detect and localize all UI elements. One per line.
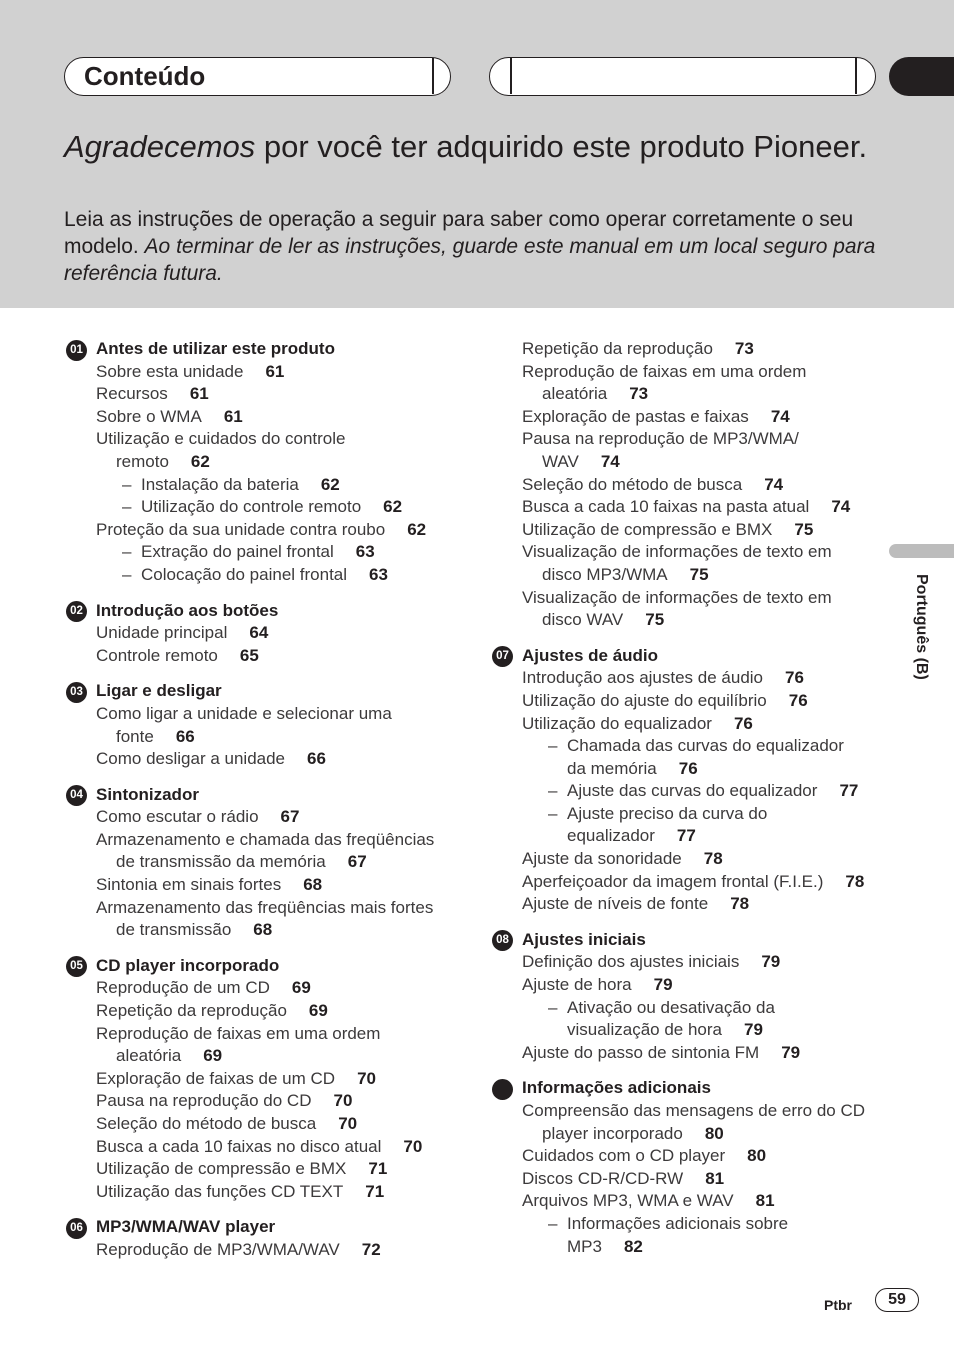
entry-text: Pausa na reprodução de MP3/WMA/ [522,429,799,449]
section-gap [490,1064,890,1077]
section-title: Ligar e desligar [96,681,222,701]
entry-text: Ajuste da sonoridade [522,849,682,869]
intro-italic: Ao terminar de ler as instruções, guarde este manual em um local seguro para referência futura. [64,235,876,285]
page-ref: 80 [704,1123,724,1143]
toc-entry [64,519,464,542]
entry-text-cont: fonte [116,726,154,746]
section-title: Ajustes de áudio [522,645,659,665]
toc-entry [64,1113,464,1136]
page-title: Conteúdo [84,61,206,91]
dash-marker: – [548,997,558,1017]
page-ref: 79 [653,975,673,995]
toc-subentry [490,780,890,803]
entry-text: Instalação da bateria [141,474,299,494]
toc-entry [490,713,890,736]
page-ref: 70 [357,1068,376,1088]
entry-text: Como escutar o rádio [96,807,259,827]
page-ref: 62 [383,497,403,517]
toc-entry [490,871,890,894]
page-ref: 61 [265,361,285,381]
page-ref: 74 [600,451,620,471]
page-ref: 62 [407,519,427,539]
dash-marker: – [548,781,558,801]
page-ref: 66 [175,726,195,746]
entry-text: Ativação ou desativação da [567,997,775,1017]
entry-text: Compreensão das mensagens de erro do CD [522,1101,866,1120]
toc-subentry [490,997,890,1020]
toc-entry [490,541,890,564]
toc-entry [64,1000,464,1023]
entry-text: Discos CD-R/CD-RW [522,1168,684,1188]
page-ref: 76 [678,758,698,778]
section-title: Antes de utilizar este produto [96,339,335,358]
section-gap [490,632,890,645]
entry-text: Extração do painel frontal [141,542,334,562]
page-ref: 75 [794,519,814,539]
page-ref: 69 [291,978,311,998]
toc-entry [64,428,464,451]
page-ref: 68 [303,875,323,895]
page-ref: 76 [788,690,808,710]
entry-text: Ajuste das curvas do equalizador [567,781,818,801]
page-ref: 75 [689,564,709,584]
toc-entry [64,406,464,429]
page-ref: 70 [338,1114,358,1133]
toc-entry [490,1168,890,1191]
section-heading [64,955,464,978]
toc-entry [64,361,464,384]
dash-marker: – [548,803,558,823]
entry-text-cont: de transmissão [116,920,232,940]
toc-entry-continuation [490,825,890,848]
entry-text: Utilização de compressão e BMX [96,1159,347,1179]
dash-marker: – [122,474,132,494]
toc-entry [490,951,890,974]
toc-entry-continuation [64,851,464,874]
blank-frame-tick [855,58,857,94]
toc-entry [64,645,464,668]
entry-text: Utilização de compressão e BMX [522,519,773,539]
entry-text-cont: de transmissão da memória [116,852,326,872]
entry-text: Reprodução de MP3/WMA/WAV [96,1239,340,1259]
entry-text: Utilização do ajuste do equilíbrio [522,690,767,710]
toc-entry-continuation [490,1236,890,1259]
entry-text: Armazenamento das freqüências mais fortes [96,897,434,917]
page-ref: 70 [403,1136,423,1156]
entry-text: Arquivos MP3, WMA e WAV [522,1191,734,1211]
page-ref: 67 [280,807,300,827]
entry-text: Seleção do método de busca [522,474,743,494]
toc-entry [490,1042,890,1065]
page-ref: 78 [845,871,865,891]
entry-text-cont: remoto [116,451,169,471]
dash-marker: – [548,1213,558,1233]
entry-text-cont: MP3 [567,1236,602,1256]
section-gap [64,1203,464,1216]
toc-entry-continuation [64,451,464,474]
entry-text: Utilização do controle remoto [141,497,362,517]
page-ref: 63 [355,542,375,562]
toc-entry [490,974,890,997]
toc-entry [64,1090,464,1113]
toc-entry [64,1181,464,1204]
section-number-badge [492,1079,513,1100]
section-heading [64,1216,464,1239]
headline-rest: por você ter adquirido este produto Pioneer. [255,129,868,164]
page-ref: 75 [645,610,665,630]
toc-entry [64,703,464,726]
page-ref: 76 [733,713,753,733]
section-heading [490,645,890,668]
page-ref: 76 [785,668,804,688]
section-gap [490,916,890,929]
dash-marker: – [122,497,132,517]
toc-entry [64,1239,464,1262]
entry-text: Reprodução de faixas em uma ordem [522,361,807,381]
entry-text: Pausa na reprodução do CD [96,1091,312,1111]
section-gap [64,667,464,680]
page-ref: 78 [703,849,723,869]
toc-entry [64,829,464,852]
toc-entry [490,1145,890,1168]
page-ref: 73 [629,384,649,404]
entry-text: Ajuste do passo de sintonia FM [522,1042,760,1062]
entry-text: Ajuste de hora [522,975,632,995]
section-heading [64,338,464,361]
page-ref: 77 [676,826,696,846]
toc-subentry [64,474,464,497]
entry-text: Sobre o WMA [96,406,202,426]
section-number-badge: 05 [66,956,87,977]
toc-subentry [490,1213,890,1236]
toc-entry [490,428,890,451]
toc-entry [490,1100,890,1123]
section-title: Introdução aos botões [96,600,279,620]
entry-text: Como ligar a unidade e selecionar uma [96,703,392,723]
toc-entry [490,361,890,384]
page-ref: 69 [308,1001,328,1021]
page-ref: 74 [764,474,784,494]
page-ref: 65 [239,645,259,665]
entry-text: Busca a cada 10 faixas na pasta atual [522,497,810,517]
toc-entry-continuation [490,383,890,406]
entry-text: Definição dos ajustes iniciais [522,952,740,972]
page-ref: 67 [347,852,367,872]
entry-text-cont: disco MP3/WMA [542,564,668,584]
page-ref: 78 [730,894,750,914]
entry-text-cont: equalizador [567,826,655,846]
entry-text: Repetição da reprodução [522,339,713,358]
section-title: Informações adicionais [522,1078,711,1098]
entry-text-cont: WAV [542,451,579,471]
section-title: CD player incorporado [96,955,280,975]
toc-entry [490,690,890,713]
black-tab [889,57,954,96]
section-number-badge: 03 [66,682,87,703]
entry-text: Colocação do painel frontal [141,564,348,584]
page-ref: 79 [781,1042,801,1062]
entry-text-cont: disco WAV [542,610,624,630]
toc-entry [490,406,890,429]
entry-text: Como desligar a unidade [96,749,286,769]
toc-entry [64,383,464,406]
section-number-badge: 02 [66,601,87,622]
section-heading [64,680,464,703]
page-ref: 66 [307,749,326,769]
toc-subentry [64,496,464,519]
section-title: MP3/WMA/WAV player [96,1217,276,1237]
entry-text: Repetição da reprodução [96,1001,287,1021]
toc-entry-continuation [490,758,890,781]
section-number-badge: 04 [66,785,87,806]
entry-text: Sobre esta unidade [96,361,244,381]
entry-text: Seleção do método de busca [96,1114,317,1133]
entry-text-cont: aleatória [116,1046,182,1066]
toc-entry [490,587,890,610]
page-ref: 62 [320,474,340,494]
toc-entry-continuation [490,1019,890,1042]
page-ref: 82 [623,1236,643,1256]
toc-entry [64,1158,464,1181]
page-ref: 79 [761,952,781,972]
toc-entry [64,977,464,1000]
entry-text: Proteção da sua unidade contra roubo [96,519,386,539]
toc-entry [490,519,890,542]
entry-text-cont: player incorporado [542,1123,683,1143]
section-number-badge: 01 [66,340,87,361]
toc-entry [490,1190,890,1213]
page-ref: 79 [743,1020,763,1040]
toc-entry [64,1068,464,1091]
page-ref: 73 [734,339,754,358]
entry-text: Exploração de faixas de um CD [96,1068,336,1088]
page-ref: 71 [368,1159,388,1179]
page-ref: 70 [333,1091,353,1111]
toc-entry-continuation [490,564,890,587]
page-ref: 69 [203,1046,223,1066]
toc-subentry [64,541,464,564]
page-number: 59 [875,1288,919,1312]
page-ref: 72 [361,1239,381,1259]
title-frame-tick [432,58,434,94]
page-ref: 68 [253,920,273,940]
toc-subentry [490,735,890,758]
entry-text: Busca a cada 10 faixas no disco atual [96,1136,382,1156]
page-ref: 63 [369,564,388,584]
dash-marker: – [122,542,132,562]
intro-normal: Leia as instruções de operação a seguir para saber como operar corretamente o seu modelo. [64,208,854,258]
toc-entry [490,474,890,497]
entry-text: Visualização de informações de texto em [522,587,832,607]
entry-text: Introdução aos ajustes de áudio [522,668,764,688]
section-number-badge: 08 [492,930,513,951]
entry-text: Ajuste preciso da curva do [567,803,768,823]
entry-text-cont: aleatória [542,384,608,404]
toc-entry-continuation [64,1045,464,1068]
entry-text-cont: da memória [567,758,657,778]
entry-text: Cuidados com o CD player [522,1146,726,1166]
section-heading [64,784,464,807]
entry-text: Chamada das curvas do equalizador [567,736,844,756]
toc-entry-continuation [490,609,890,632]
section-heading [490,1077,890,1100]
page-ref: 77 [839,781,859,801]
toc-entry [490,667,890,690]
toc-entry [64,1023,464,1046]
section-gap [64,771,464,784]
entry-text: Visualização de informações de texto em [522,542,832,562]
page-ref: 61 [223,406,243,426]
toc-entry [64,874,464,897]
toc-subentry [64,564,464,587]
side-tab [889,544,954,558]
section-title: Ajustes iniciais [522,929,646,949]
entry-text: Exploração de pastas e faixas [522,406,749,426]
toc-entry [64,806,464,829]
toc-entry [64,748,464,771]
side-language-label: Português (B) [913,574,930,680]
entry-text: Aperfeiçoador da imagem frontal (F.I.E.) [522,871,824,891]
page-ref: 74 [831,497,851,517]
section-heading [64,600,464,623]
toc-entry [490,893,890,916]
entry-text-cont: visualização de hora [567,1020,722,1040]
footer-lang: Ptbr [824,1297,852,1313]
page-ref: 61 [189,384,209,404]
toc-right-column [490,338,890,1258]
section-title: Sintonizador [96,784,199,804]
dash-marker: – [122,564,132,584]
section-number-badge: 06 [66,1218,87,1239]
page-ref: 81 [755,1191,775,1211]
page-ref: 62 [190,451,210,471]
toc-subentry [490,803,890,826]
toc-entry-continuation [64,726,464,749]
toc-entry [64,622,464,645]
entry-text: Utilização das funções CD TEXT [96,1181,344,1201]
toc-entry [490,338,890,361]
blank-frame [489,57,876,96]
page-ref: 81 [705,1168,725,1188]
entry-text: Ajuste de níveis de fonte [522,894,709,914]
toc-entry [490,496,890,519]
section-gap [64,587,464,600]
entry-text: Controle remoto [96,645,218,665]
section-number-badge: 07 [492,646,513,667]
entry-text: Recursos [96,384,168,404]
section-gap [64,942,464,955]
entry-text: Informações adicionais sobre [567,1213,789,1233]
toc-left-column [64,338,464,1262]
toc-entry-continuation [64,919,464,942]
toc-entry [64,1136,464,1159]
page-ref: 80 [747,1146,767,1166]
page-ref: 71 [365,1181,385,1201]
dash-marker: – [548,736,558,756]
entry-text: Sintonia em sinais fortes [96,875,282,895]
section-heading [490,929,890,952]
entry-text: Reprodução de um CD [96,978,270,998]
page-ref: 64 [249,623,269,643]
toc-entry [64,897,464,920]
page-ref: 74 [770,406,790,426]
entry-text: Utilização e cuidados do controle [96,429,346,449]
entry-text: Reprodução de faixas em uma ordem [96,1023,381,1043]
entry-text: Utilização do equalizador [522,713,712,733]
entry-text: Unidade principal [96,623,228,643]
headline-italic: Agradecemos [64,129,256,164]
toc-entry [490,848,890,871]
headline [64,130,884,163]
blank-frame-tick [510,58,512,94]
entry-text: Armazenamento e chamada das freqüências [96,829,435,849]
intro-paragraph [64,206,884,287]
toc-entry-continuation [490,1123,890,1146]
toc-entry-continuation [490,451,890,474]
